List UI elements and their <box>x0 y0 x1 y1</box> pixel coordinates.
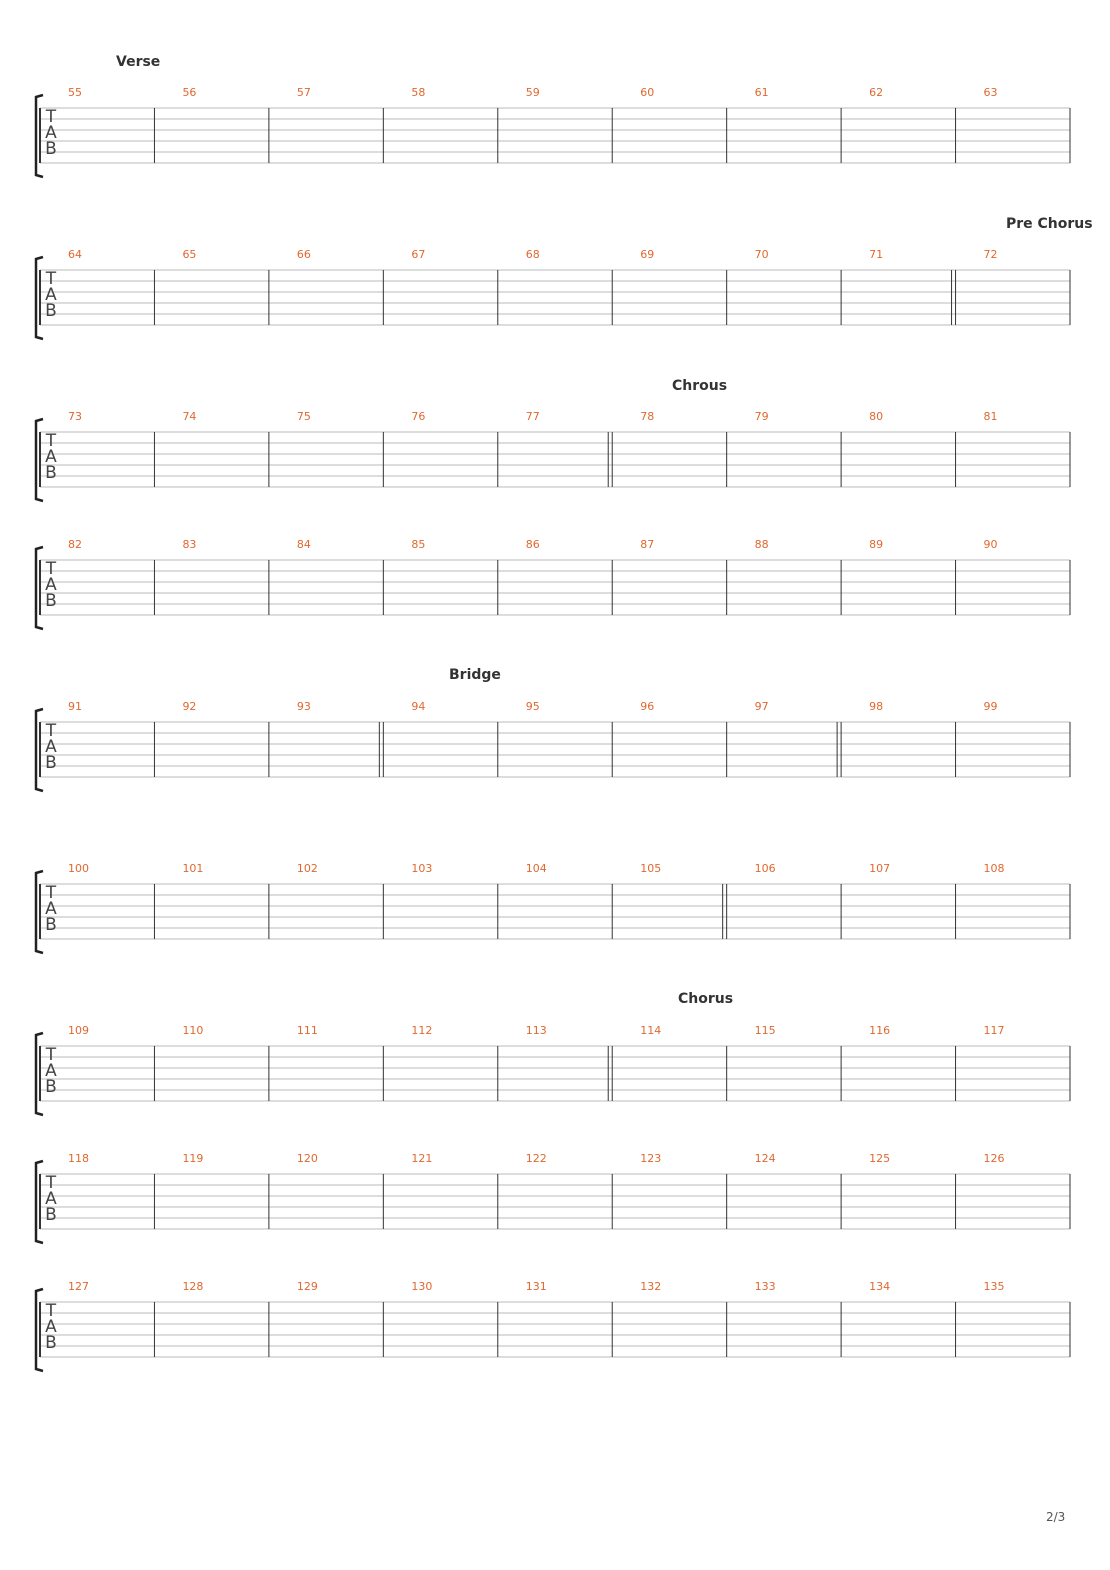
measure-number: 92 <box>182 700 197 713</box>
tab-clef-letter: T <box>45 431 57 451</box>
tab-system <box>0 694 1110 804</box>
measure-number: 60 <box>640 86 655 99</box>
measure-number: 80 <box>869 410 884 423</box>
measure-number: 78 <box>640 410 655 423</box>
section-label-bridge: Bridge <box>449 667 501 683</box>
measure-number: 70 <box>754 248 769 261</box>
section-label-chrous: Chrous <box>672 378 728 394</box>
section-label-verse: Verse <box>116 54 161 70</box>
measure-number: 85 <box>411 538 426 551</box>
tab-clef-letter: T <box>45 107 57 127</box>
measure-number: 57 <box>296 86 311 99</box>
measure-number: 72 <box>983 248 998 261</box>
tab-clef-letter: B <box>45 1333 57 1353</box>
tab-clef-letter: A <box>45 899 57 919</box>
tab-clef-letter: A <box>45 285 57 305</box>
measure-number: 90 <box>983 538 998 551</box>
measure-number: 118 <box>68 1152 89 1165</box>
tab-clef-letter: A <box>45 447 57 467</box>
tab-system <box>0 1018 1110 1128</box>
measure-number: 94 <box>411 700 426 713</box>
measure-number: 123 <box>640 1152 662 1165</box>
measure-number: 75 <box>296 410 311 423</box>
measure-number: 113 <box>525 1024 547 1037</box>
measure-number: 59 <box>525 86 540 99</box>
measure-number: 97 <box>754 700 769 713</box>
measure-number: 76 <box>411 410 426 423</box>
tab-clef-letter: B <box>45 1205 57 1225</box>
tab-clef-letter: B <box>45 753 57 773</box>
tab-system <box>0 1274 1110 1384</box>
measure-number: 103 <box>411 862 433 875</box>
measure-number: 74 <box>182 410 197 423</box>
tab-clef-letter: A <box>45 575 57 595</box>
measure-number: 56 <box>182 86 197 99</box>
measure-number: 71 <box>869 248 884 261</box>
measure-number: 122 <box>525 1152 547 1165</box>
tab-system <box>0 80 1110 190</box>
measure-number: 121 <box>411 1152 433 1165</box>
measure-number: 84 <box>296 538 311 551</box>
measure-number: 58 <box>411 86 426 99</box>
measure-number: 111 <box>296 1024 318 1037</box>
measure-number: 81 <box>983 410 998 423</box>
measure-number: 102 <box>296 862 318 875</box>
measure-number: 135 <box>983 1280 1005 1293</box>
measure-number: 119 <box>182 1152 204 1165</box>
section-label-pre-chorus: Pre Chorus <box>1006 216 1093 232</box>
tab-clef-letter: B <box>45 139 57 159</box>
tab-clef-letter: T <box>45 1301 57 1321</box>
tab-clef-letter: A <box>45 1061 57 1081</box>
measure-number: 110 <box>182 1024 204 1037</box>
measure-number: 114 <box>640 1024 662 1037</box>
measure-number: 108 <box>983 862 1005 875</box>
measure-number: 129 <box>296 1280 318 1293</box>
measure-number: 68 <box>525 248 540 261</box>
measure-number: 77 <box>525 410 540 423</box>
measure-number: 134 <box>869 1280 891 1293</box>
measure-number: 100 <box>68 862 89 875</box>
measure-number: 101 <box>182 862 204 875</box>
tab-clef-letter: T <box>45 1045 57 1065</box>
measure-number: 117 <box>983 1024 1005 1037</box>
measure-number: 86 <box>525 538 540 551</box>
tab-clef-letter: A <box>45 123 57 143</box>
measure-number: 91 <box>68 700 82 713</box>
measure-number: 93 <box>296 700 311 713</box>
measure-number: 95 <box>525 700 540 713</box>
tab-clef-letter: T <box>45 883 57 903</box>
measure-number: 67 <box>411 248 426 261</box>
measure-number: 115 <box>754 1024 776 1037</box>
tab-clef-letter: B <box>45 301 57 321</box>
measure-number: 62 <box>869 86 884 99</box>
tab-system <box>0 404 1110 514</box>
tab-system <box>0 856 1110 966</box>
tab-clef-letter: B <box>45 463 57 483</box>
measure-number: 105 <box>640 862 662 875</box>
measure-number: 69 <box>640 248 655 261</box>
tab-clef-letter: A <box>45 1189 57 1209</box>
tab-clef-letter: B <box>45 915 57 935</box>
measure-number: 82 <box>68 538 82 551</box>
tab-system <box>0 242 1110 352</box>
measure-number: 112 <box>411 1024 433 1037</box>
measure-number: 63 <box>983 86 998 99</box>
tab-system <box>0 532 1110 642</box>
measure-number: 126 <box>983 1152 1005 1165</box>
measure-number: 66 <box>296 248 311 261</box>
tab-clef-letter: B <box>45 1077 57 1097</box>
tab-system <box>0 1146 1110 1256</box>
measure-number: 73 <box>68 410 82 423</box>
measure-number: 107 <box>869 862 891 875</box>
measure-number: 130 <box>411 1280 433 1293</box>
tab-clef-letter: A <box>45 1317 57 1337</box>
tab-clef-letter: T <box>45 269 57 289</box>
measure-number: 55 <box>68 86 82 99</box>
measure-number: 88 <box>754 538 769 551</box>
measure-number: 124 <box>754 1152 776 1165</box>
measure-number: 109 <box>68 1024 89 1037</box>
measure-number: 61 <box>754 86 769 99</box>
tab-clef-letter: T <box>45 1173 57 1193</box>
page-number: 2/3 <box>1046 1510 1066 1524</box>
measure-number: 128 <box>182 1280 204 1293</box>
tab-clef-letter: T <box>45 721 57 741</box>
tab-clef-letter: T <box>45 559 57 579</box>
measure-number: 98 <box>869 700 884 713</box>
measure-number: 127 <box>68 1280 89 1293</box>
measure-number: 132 <box>640 1280 662 1293</box>
tab-clef-letter: B <box>45 591 57 611</box>
measure-number: 83 <box>182 538 197 551</box>
measure-number: 120 <box>296 1152 318 1165</box>
measure-number: 79 <box>754 410 769 423</box>
measure-number: 99 <box>983 700 998 713</box>
measure-number: 89 <box>869 538 884 551</box>
tab-clef-letter: A <box>45 737 57 757</box>
measure-number: 125 <box>869 1152 891 1165</box>
measure-number: 96 <box>640 700 655 713</box>
measure-number: 104 <box>525 862 547 875</box>
measure-number: 131 <box>525 1280 547 1293</box>
measure-number: 87 <box>640 538 655 551</box>
section-label-chorus: Chorus <box>678 991 734 1007</box>
measure-number: 116 <box>869 1024 891 1037</box>
measure-number: 106 <box>754 862 776 875</box>
measure-number: 65 <box>182 248 197 261</box>
measure-number: 64 <box>68 248 82 261</box>
measure-number: 133 <box>754 1280 776 1293</box>
